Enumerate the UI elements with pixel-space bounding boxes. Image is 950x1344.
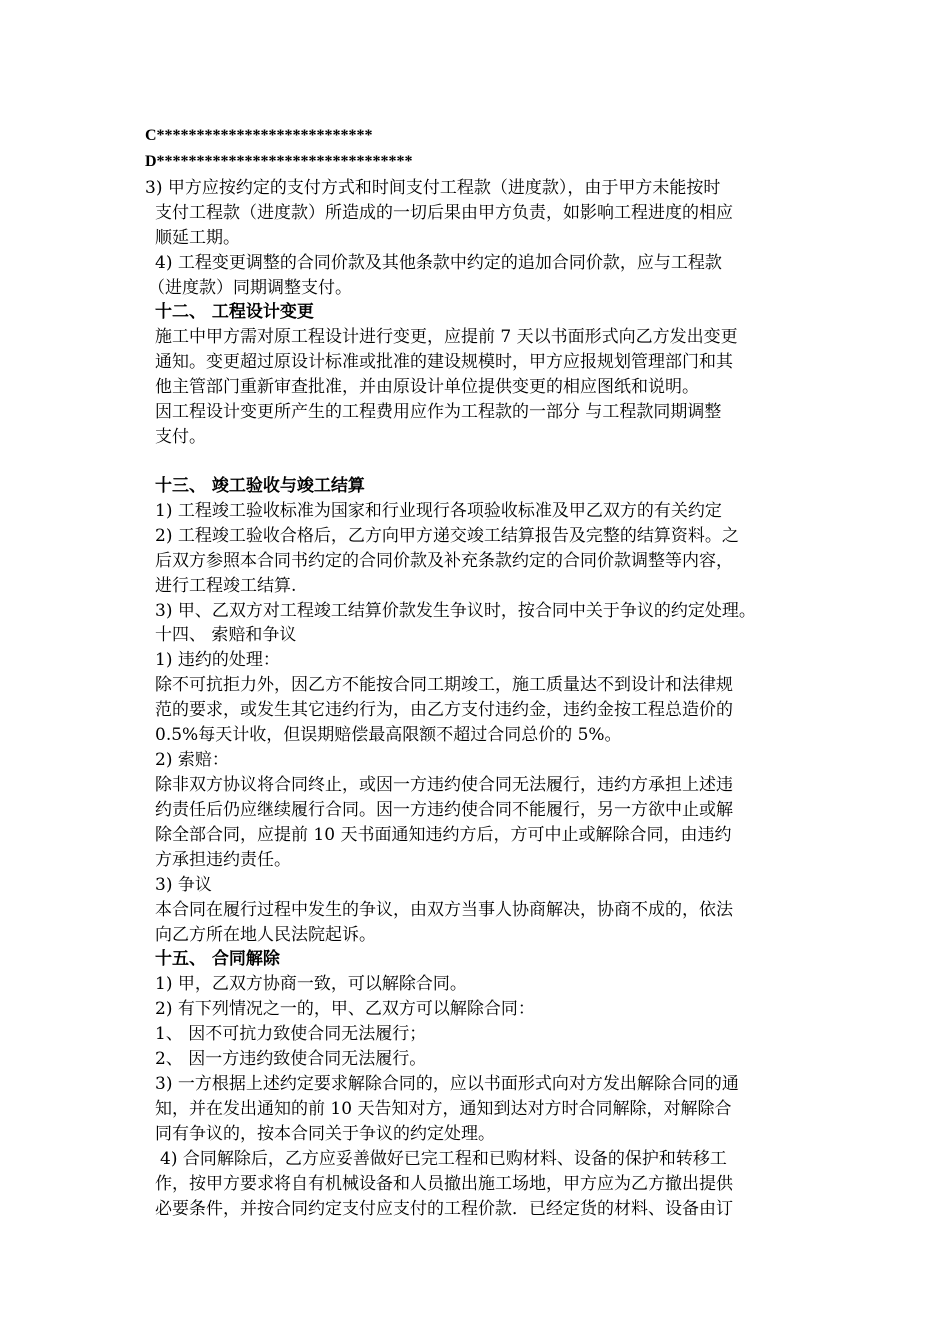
paragraph-line: 本合同在履行过程中发生的争议，由双方当事人协商解决，协商不成的，依法 xyxy=(155,900,733,920)
section-heading-15: 十五、 合同解除 xyxy=(155,949,280,969)
paragraph-line: 施工中甲方需对原工程设计进行变更，应提前 7 天以书面形式向乙方发出变更 xyxy=(155,327,738,347)
paragraph-line: 0.5%每天计收，但误期赔偿最高限额不超过合同总价的 5%。 xyxy=(155,725,622,745)
paragraph-line: 除全部合同，应提前 10 天书面通知违约方后，方可中止或解除合同，由违约 xyxy=(155,825,732,845)
paragraph-line: 后双方参照本合同书约定的合同价款及补充条款约定的合同价款调整等内容， xyxy=(155,551,733,571)
paragraph-line: 1) 甲，乙双方协商一致，可以解除合同。 xyxy=(155,974,467,994)
paragraph-line: 除非双方协议将合同终止，或因一方违约使合同无法履行，违约方承担上述违 xyxy=(155,775,733,795)
paragraph-line: 通知。变更超过原设计标准或批准的建设规模时，甲方应报规划管理部门和其 xyxy=(155,352,733,372)
paragraph-line: 3) 一方根据上述约定要求解除合同的，应以书面形式向对方发出解除合同的通 xyxy=(155,1074,739,1094)
paragraph-line: 因工程设计变更所产生的工程费用应作为工程款的一部分 与工程款同期调整 xyxy=(155,402,722,422)
paragraph-line: 1) 违约的处理： xyxy=(155,650,280,670)
list-item: 1、 因不可抗力致使合同无法履行； xyxy=(155,1024,427,1044)
paragraph-line: 范的要求，或发生其它违约行为，由乙方支付违约金，违约金按工程总造价的 xyxy=(155,700,733,720)
paragraph-line: 4) 工程变更调整的合同价款及其他条款中约定的追加合同价款，应与工程款 xyxy=(155,253,722,273)
paragraph-line: 约责任后仍应继续履行合同。因一方违约使合同不能履行，另一方欲中止或解 xyxy=(155,800,733,820)
paragraph-line: 除不可抗拒力外，因乙方不能按合同工期竣工，施工质量达不到设计和法律规 xyxy=(155,675,733,695)
paragraph-line: 2) 工程竣工验收合格后，乙方向甲方递交竣工结算报告及完整的结算资料。之 xyxy=(155,526,739,546)
section-heading-12: 十二、 工程设计变更 xyxy=(155,302,314,322)
paragraph-line: 进行工程竣工结算. xyxy=(155,576,297,596)
section-heading-13: 十三、 竣工验收与竣工结算 xyxy=(155,476,365,496)
paragraph-line: 支付。 xyxy=(155,427,206,447)
paragraph-line: （进度款）同期调整支付。 xyxy=(148,278,352,298)
paragraph-line: 3) 甲方应按约定的支付方式和时间支付工程款（进度款），由于甲方未能按时 xyxy=(145,178,721,198)
paragraph-line: 必要条件，并按合同约定支付应支付的工程价款．已经定货的材料、设备由订 xyxy=(155,1199,733,1219)
paragraph-line: 方承担违约责任。 xyxy=(155,850,291,870)
masked-line-d: D******************************** xyxy=(145,153,413,170)
paragraph-line: 2) 索赔： xyxy=(155,750,229,770)
paragraph-line: 他主管部门重新审查批准，并由原设计单位提供变更的相应图纸和说明。 xyxy=(155,377,699,397)
paragraph-line: 1) 工程竣工验收标准为国家和行业现行各项验收标准及甲乙双方的有关约定 xyxy=(155,501,722,521)
masked-line-c: C*************************** xyxy=(145,127,373,144)
paragraph-line: 4) 合同解除后，乙方应妥善做好已完工程和已购材料、设备的保护和转移工 xyxy=(160,1149,727,1169)
paragraph-line: 支付工程款（进度款）所造成的一切后果由甲方负责，如影响工程进度的相应 xyxy=(155,203,733,223)
list-item: 2、 因一方违约致使合同无法履行。 xyxy=(155,1049,427,1069)
paragraph-line: 顺延工期。 xyxy=(155,228,240,248)
paragraph-line: 向乙方所在地人民法院起诉。 xyxy=(155,925,376,945)
paragraph-line: 3) 甲、乙双方对工程竣工结算价款发生争议时，按合同中关于争议的约定处理。 xyxy=(155,601,756,621)
paragraph-line: 作，按甲方要求将自有机械设备和人员撤出施工场地，甲方应为乙方撤出提供 xyxy=(155,1174,733,1194)
paragraph-line: 知，并在发出通知的前 10 天告知对方，通知到达对方时合同解除，对解除合 xyxy=(155,1099,732,1119)
paragraph-line: 2) 有下列情况之一的，甲、乙双方可以解除合同： xyxy=(155,999,535,1019)
section-heading-14: 十四、 索赔和争议 xyxy=(155,625,297,645)
paragraph-line: 3) 争议 xyxy=(155,875,212,895)
paragraph-line: 同有争议的，按本合同关于争议的约定处理。 xyxy=(155,1124,495,1144)
